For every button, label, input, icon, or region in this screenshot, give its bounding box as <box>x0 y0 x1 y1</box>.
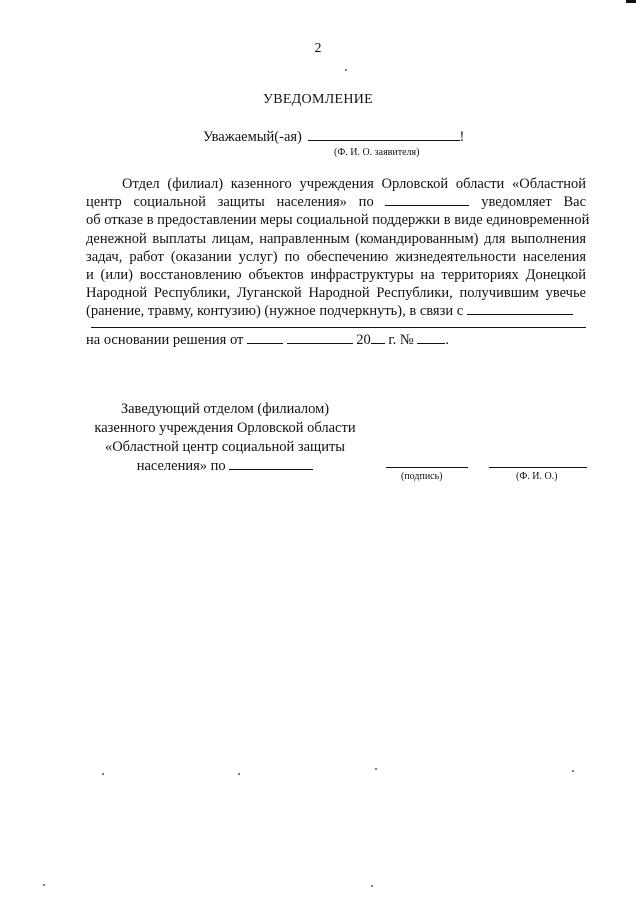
body-line: Народной Республики, Луганской Народной Республики, получившим увечье <box>86 285 586 302</box>
body-line-with-blank <box>86 302 586 320</box>
signature-title-line: Заведующий отделом (филиалом) <box>120 401 330 417</box>
notice-body <box>86 175 590 321</box>
signature-title-line-with-blank <box>60 457 390 476</box>
signature-blank <box>386 467 468 468</box>
salutation-text: Уважаемый(-ая) <box>203 129 302 145</box>
applicant-caption: (Ф. И. О. заявителя) <box>334 147 420 158</box>
signer-name-blank <box>489 467 587 468</box>
basis-prefix: на основании решения от <box>86 332 244 348</box>
scan-speck <box>371 885 373 887</box>
body-line-part: уведомляет Вас <box>481 194 587 211</box>
salutation <box>203 128 464 146</box>
scan-speck <box>43 884 45 886</box>
signature-title-part: населения» по <box>136 458 226 474</box>
reason-continuation-blank <box>91 327 586 328</box>
body-line: и (или) восстановлению объектов инфраструктуры на территориях Донецкой <box>86 267 586 284</box>
body-line-part: центр социальной защиты населения» по <box>86 194 374 211</box>
document-title: УВЕДОМЛЕНИЕ <box>262 92 374 107</box>
decision-year-blank <box>371 331 385 344</box>
body-line: Отдел (филиал) казенного учреждения Орловской области «Областной <box>122 176 586 192</box>
body-line: денежной выплаты лицам, направленным (командированным) для выполнения <box>86 230 586 247</box>
signature-caption: (подпись) <box>401 471 443 482</box>
salutation-end: ! <box>459 129 465 145</box>
body-line-part: (ранение, травму, контузию) (нужное подчеркнуть), в связи с <box>86 303 464 320</box>
basis-year: 20 <box>356 332 371 348</box>
body-line-with-blank <box>86 193 586 211</box>
signature-block <box>60 400 390 476</box>
signature-department-blank <box>229 457 313 470</box>
scan-speck <box>345 69 347 71</box>
body-line: задач, работ (оказании услуг) по обеспечению жизнедеятельности населения <box>86 248 586 265</box>
scan-corner-mark <box>626 0 636 3</box>
decision-basis <box>86 331 449 349</box>
applicant-name-blank <box>308 128 460 141</box>
decision-number-blank <box>417 331 445 344</box>
department-blank <box>385 193 469 206</box>
scan-speck <box>572 770 574 772</box>
page-number: 2 <box>314 41 322 56</box>
scan-speck <box>238 773 240 775</box>
body-line: об отказе в предоставлении меры социальной поддержки в виде единовременной <box>86 212 590 229</box>
signature-title-line: казенного учреждения Орловской области <box>94 420 356 436</box>
signer-name-caption: (Ф. И. О.) <box>516 471 558 482</box>
basis-number-label: г. № <box>388 332 414 348</box>
decision-month-blank <box>287 331 353 344</box>
basis-end: . <box>445 332 450 348</box>
decision-day-blank <box>247 331 283 344</box>
signature-title-line: «Областной центр социальной защиты <box>104 439 346 455</box>
scan-speck <box>375 768 377 770</box>
scan-speck <box>102 773 104 775</box>
reason-blank <box>467 302 573 315</box>
